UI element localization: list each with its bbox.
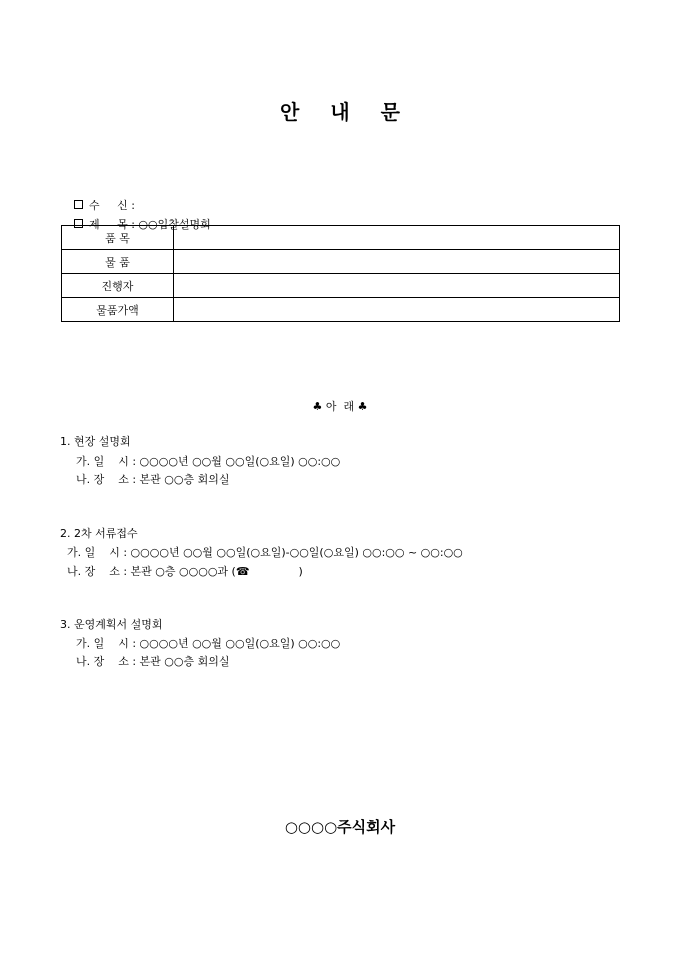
company-name: ○○○○주식회사: [284, 818, 396, 836]
section-place: 나. 장 소 : 본관 ○○층 회의실: [76, 473, 230, 486]
table-label: 물 품: [62, 250, 174, 274]
subject-text: 제 목 : ○○입찰설명회: [89, 218, 211, 231]
table-label: 진행자: [62, 274, 174, 298]
table-label: 물품가액: [62, 298, 174, 322]
section-title: 1. 현장 설명회: [60, 435, 131, 448]
section-date: 가. 일 시 : ○○○○년 ○○월 ○○일(○요일) ○○:○○: [76, 637, 341, 650]
table-value: [174, 274, 620, 298]
section-date: 가. 일 시 : ○○○○년 ○○월 ○○일(○요일) ○○:○○: [76, 455, 341, 468]
document-title: 안 내 문: [280, 100, 400, 124]
recipient-text: 수 신 :: [89, 199, 135, 212]
section-date: 가. 일 시 : ○○○○년 ○○월 ○○일(○요일)-○○일(○요일) ○○:○○ ~ ○○:○○: [67, 546, 463, 559]
table-row: [62, 226, 620, 250]
section-place: 나. 장 소 : 본관 ○○층 회의실: [76, 655, 230, 668]
item-info-table: [61, 225, 620, 322]
table-label: 품 목: [62, 226, 174, 250]
notice-heading: ♣ 아 래 ♣: [312, 400, 368, 413]
table-row: [62, 274, 620, 298]
section-title: 3. 운영계획서 설명회: [60, 618, 163, 631]
table-value: [174, 250, 620, 274]
table-row: [62, 298, 620, 322]
table-value: [174, 226, 620, 250]
table-value: [174, 298, 620, 322]
table-row: [62, 250, 620, 274]
section-place: 나. 장 소 : 본관 ○층 ○○○○과 (☎ ): [67, 565, 303, 578]
section-title: 2. 2차 서류접수: [60, 527, 138, 540]
